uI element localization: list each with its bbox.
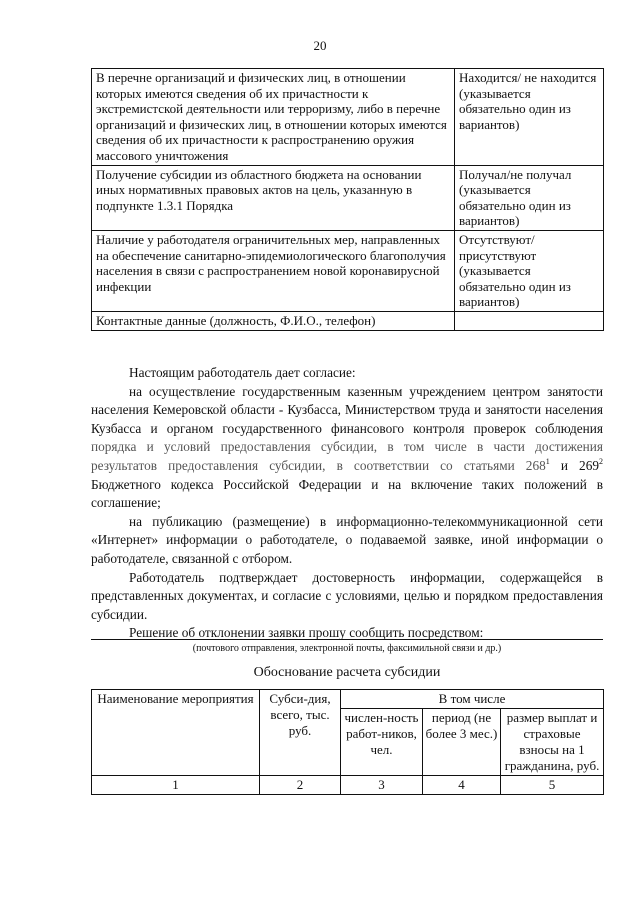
criteria-table bbox=[91, 68, 604, 331]
criterion-contacts: Контактные данные (должность, Ф.И.О., телефон) bbox=[92, 311, 455, 330]
table-row bbox=[92, 311, 604, 330]
calc-title: Обоснование расчета субсидии bbox=[253, 665, 441, 680]
value-contacts bbox=[455, 311, 604, 330]
value-extremism: Находится/ не находится (указывается обязательно один из вариантов) bbox=[455, 69, 604, 166]
page-number: 20 bbox=[313, 38, 327, 53]
delivery-method-line bbox=[91, 639, 603, 640]
column-number: 1 bbox=[92, 776, 260, 795]
header-subsidy: Субси-дия, всего, тыс. руб. bbox=[260, 690, 341, 776]
header-event: Наименование мероприятия bbox=[92, 690, 260, 776]
criterion-subsidy: Получение субсидии из областного бюджета на основании иных нормативных правовых актов на цель, указанную в подпункте 1.3.1 Порядка bbox=[92, 165, 455, 230]
superscript-1: 1 bbox=[545, 456, 550, 466]
consent-inspections-part-3: и 269 bbox=[549, 457, 599, 473]
consent-section bbox=[91, 364, 603, 643]
criterion-extremism: В перечне организаций и физических лиц, в отношении которых имеются сведения об их причастности к экстремистской деятельности или терроризму, либо в перечне организаций и физических лиц, в отношении которых имеются сведения об их причастности к распространению оружия массового уничтожения bbox=[92, 69, 455, 166]
column-number: 5 bbox=[501, 776, 604, 795]
table-row bbox=[92, 230, 604, 311]
table-header-row bbox=[92, 690, 604, 709]
rejection-notice-text: Решение об отклонении заявки прошу сообщить посредством: bbox=[129, 625, 484, 641]
table-row bbox=[92, 776, 604, 795]
superscript-2: 2 bbox=[599, 456, 603, 466]
consent-publication: на публикацию (размещение) в информационно-телекоммуникационной сети «Интернет» информации о работодателе, о подаваемой заявке, иной информации о работодателе, связанной с отбором. bbox=[91, 513, 603, 566]
value-subsidy: Получал/не получал (указывается обязательно один из вариантов) bbox=[455, 165, 604, 230]
criterion-restrictions: Наличие у работодателя ограничительных мер, направленных на обеспечение санитарно-эпидемиологического благополучия населения в связи с распространением новой коронавирусной инфекции bbox=[92, 230, 455, 311]
column-number: 4 bbox=[423, 776, 501, 795]
delivery-method-hint: (почтового отправления, электронной почты, факсимильной связи и др.) bbox=[192, 643, 502, 654]
column-number: 2 bbox=[260, 776, 341, 795]
column-number: 3 bbox=[341, 776, 423, 795]
confirmation-text: Работодатель подтверждает достоверность информации, содержащейся в представленных документах, и согласие с условиями, целью и порядком предоставления субсидии. bbox=[91, 569, 603, 622]
consent-inspections bbox=[91, 383, 603, 513]
consent-intro: Настоящим работодатель дает согласие: bbox=[129, 365, 356, 380]
table-row bbox=[92, 165, 604, 230]
consent-inspections-part-2: порядка и условий предоставления субсидии, в том числе в части достижения результатов предоставления субсидии, в соответствии со статьями 268 bbox=[91, 439, 603, 473]
consent-inspections-part-4: Бюджетного кодекса Российской Федерации и на включение таких положений в соглашение; bbox=[91, 476, 603, 511]
table-row bbox=[92, 69, 604, 166]
calc-table bbox=[91, 689, 604, 795]
header-including: В том числе bbox=[341, 690, 604, 709]
header-payment: размер выплат и страховые взносы на 1 гражданина, руб. bbox=[501, 709, 604, 776]
header-headcount: числен-ность работ-ников, чел. bbox=[341, 709, 423, 776]
header-period: период (не более 3 мес.) bbox=[423, 709, 501, 776]
value-restrictions: Отсутствуют/ присутствуют (указывается обязательно один из вариантов) bbox=[455, 230, 604, 311]
consent-inspections-part-1: на осуществление государственным казенным учреждением центром занятости населения Кемеровской области - Кузбасса, Министерством труда и занятости населения Кузбасса и органом государственного финансового контроля проверок соблюдения bbox=[91, 383, 603, 436]
